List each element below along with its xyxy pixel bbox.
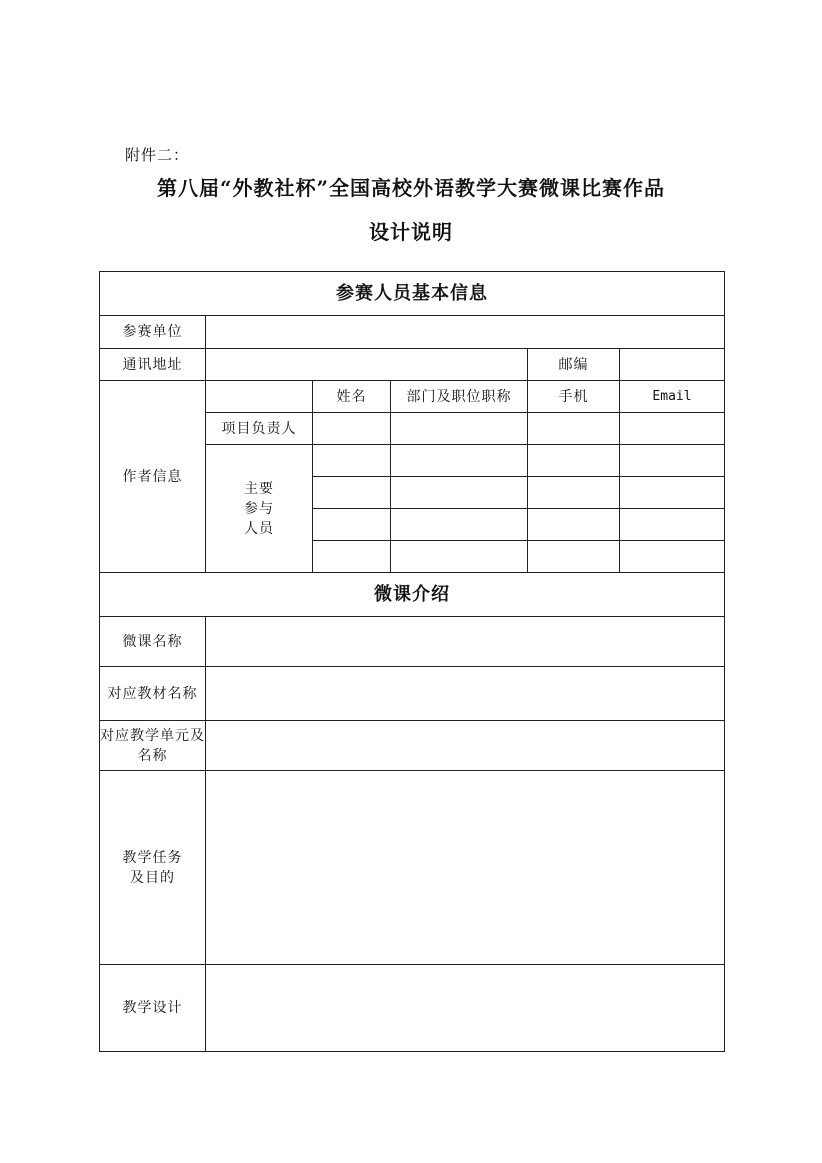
member1-department-field[interactable]	[391, 445, 528, 477]
teaching-task-label	[100, 771, 206, 965]
design-description-form	[99, 271, 725, 1052]
textbook-name-field[interactable]	[206, 667, 725, 721]
teaching-design-label: 教学设计	[100, 965, 206, 1052]
attachment-label: 附件二：	[125, 146, 190, 164]
main-participants-label-line2: 参与	[244, 500, 274, 517]
author-info-label: 作者信息	[100, 381, 206, 573]
teaching-task-label-line1: 教学任务	[122, 849, 183, 866]
teaching-unit-field[interactable]	[206, 721, 725, 771]
member3-name-field[interactable]	[313, 509, 391, 541]
textbook-name-label: 对应教材名称	[100, 667, 206, 721]
member4-department-field[interactable]	[391, 541, 528, 573]
member3-department-field[interactable]	[391, 509, 528, 541]
col-header-phone: 手机	[528, 381, 620, 413]
member3-phone-field[interactable]	[528, 509, 620, 541]
member2-email-field[interactable]	[620, 477, 725, 509]
main-participants-label-line3: 人员	[244, 520, 274, 537]
postcode-field[interactable]	[620, 349, 725, 381]
teaching-task-label-line2: 及目的	[130, 869, 175, 886]
project-lead-label: 项目负责人	[206, 413, 313, 445]
address-label: 通讯地址	[100, 349, 206, 381]
header-blank-cell	[206, 381, 313, 413]
member1-phone-field[interactable]	[528, 445, 620, 477]
col-header-email: Email	[620, 381, 725, 413]
section-micro-course-intro: 微课介绍	[100, 573, 725, 617]
member2-phone-field[interactable]	[528, 477, 620, 509]
member4-name-field[interactable]	[313, 541, 391, 573]
address-field[interactable]	[206, 349, 528, 381]
lead-department-field[interactable]	[391, 413, 528, 445]
member2-name-field[interactable]	[313, 477, 391, 509]
lead-name-field[interactable]	[313, 413, 391, 445]
document-title: 第八届“外教社杯”全国高校外语教学大赛微课比赛作品	[156, 176, 665, 200]
main-participants-label	[206, 445, 313, 573]
course-name-label: 微课名称	[100, 617, 206, 667]
course-name-field[interactable]	[206, 617, 725, 667]
unit-label: 参赛单位	[100, 316, 206, 349]
lead-phone-field[interactable]	[528, 413, 620, 445]
main-participants-label-line1: 主要	[244, 480, 274, 497]
teaching-unit-label: 对应教学单元及名称	[100, 721, 206, 771]
lead-email-field[interactable]	[620, 413, 725, 445]
teaching-design-field[interactable]	[206, 965, 725, 1052]
col-header-department: 部门及职位职称	[391, 381, 528, 413]
document-subtitle: 设计说明	[369, 220, 453, 244]
section-participant-info: 参赛人员基本信息	[100, 272, 725, 316]
col-header-name: 姓名	[313, 381, 391, 413]
teaching-task-field[interactable]	[206, 771, 725, 965]
unit-field[interactable]	[206, 316, 725, 349]
member1-name-field[interactable]	[313, 445, 391, 477]
member2-department-field[interactable]	[391, 477, 528, 509]
postcode-label: 邮编	[528, 349, 620, 381]
member3-email-field[interactable]	[620, 509, 725, 541]
member1-email-field[interactable]	[620, 445, 725, 477]
member4-email-field[interactable]	[620, 541, 725, 573]
member4-phone-field[interactable]	[528, 541, 620, 573]
